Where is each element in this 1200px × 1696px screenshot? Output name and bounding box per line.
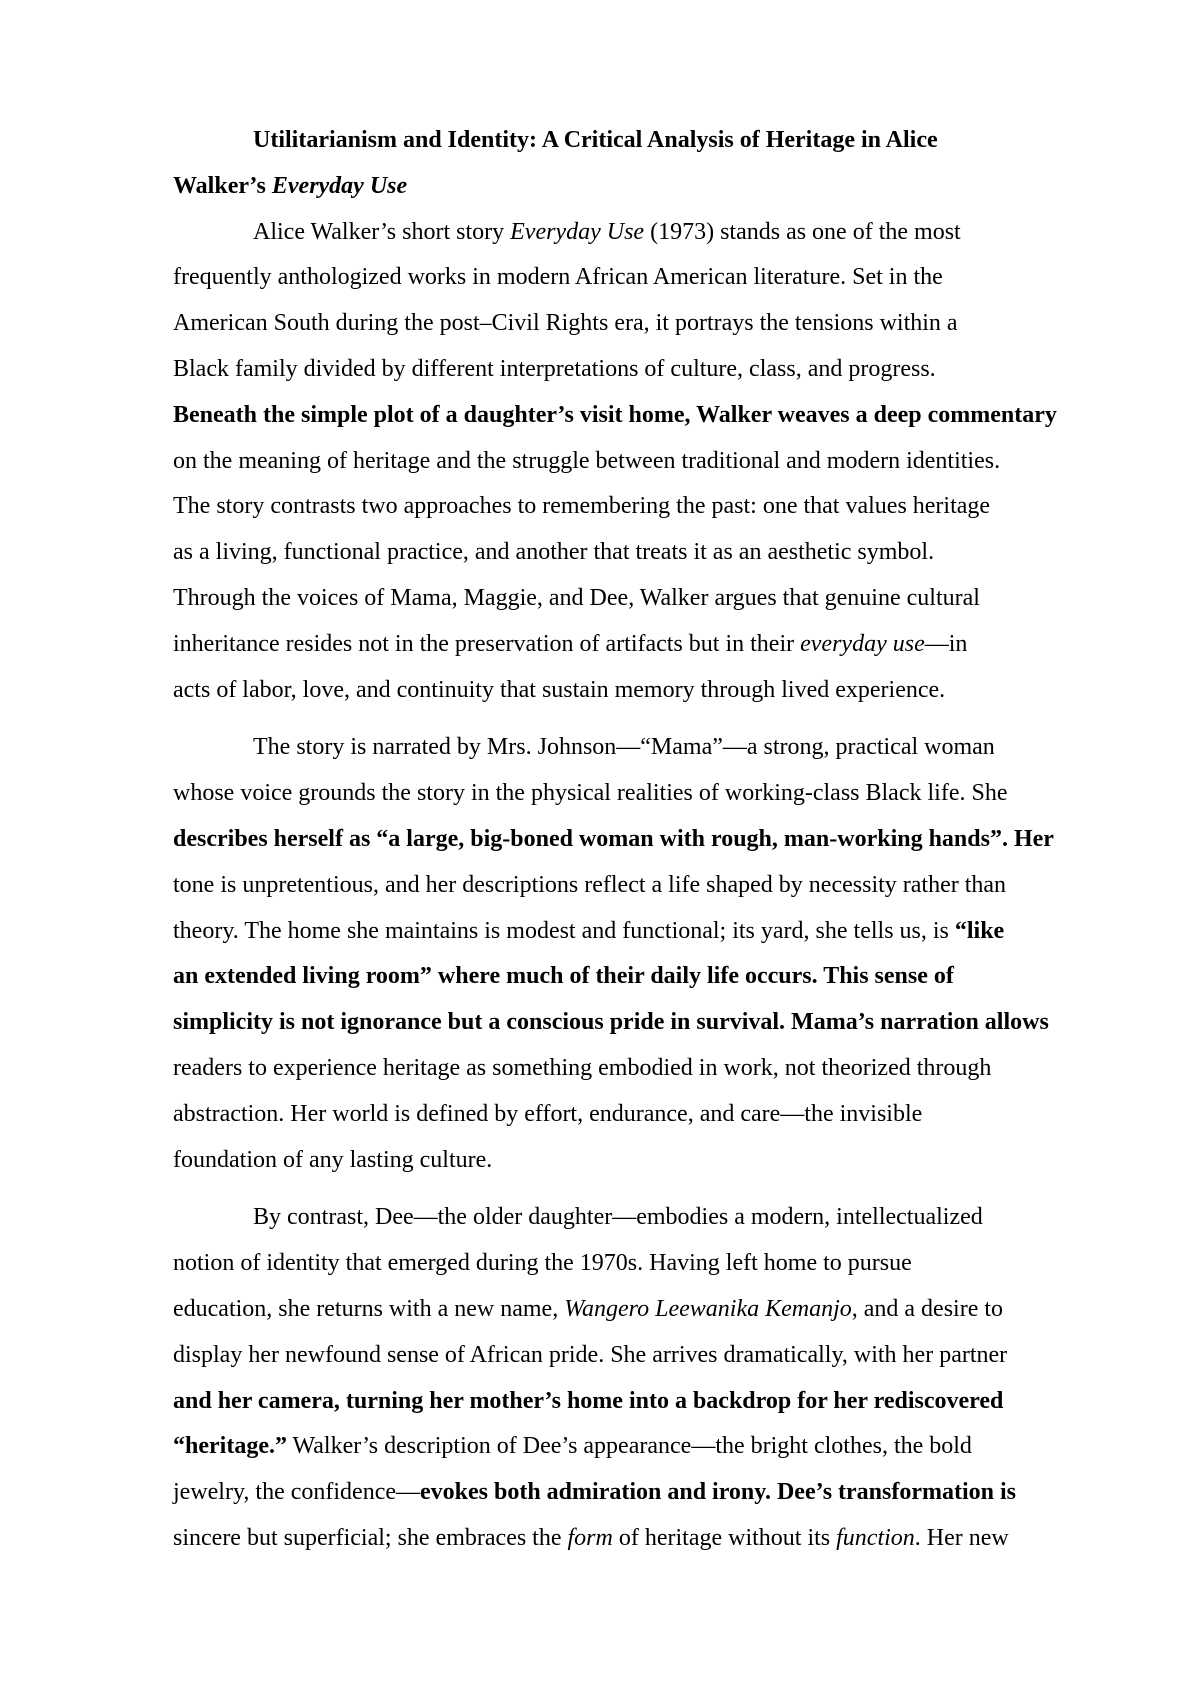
text-line xyxy=(173,863,1098,909)
text-line xyxy=(173,576,1098,622)
text-line xyxy=(173,725,1098,771)
italic-text-run: function xyxy=(836,1524,915,1551)
text-run: The story is narrated by Mrs. Johnson—“Mama”—a strong, practical woman xyxy=(253,734,995,761)
text-line xyxy=(173,622,1098,668)
paragraphs-container xyxy=(173,210,1098,1562)
paragraph xyxy=(173,1195,1098,1561)
italic-text-run: form xyxy=(567,1524,613,1551)
text-run: readers to experience heritage as something embodied in work, not theorized through xyxy=(173,1054,992,1081)
bold-text-run: an extended living room” where much of their daily life occurs. This sense of xyxy=(173,963,954,990)
text-run: Black family divided by different interpretations of culture, class, and progress. xyxy=(173,355,936,382)
text-run: as a living, functional practice, and another that treats it as an aesthetic symbol. xyxy=(173,539,935,566)
text-run: Walker’s description of Dee’s appearance—the bright clothes, the bold xyxy=(286,1433,972,1460)
text-run: Alice Walker’s short story xyxy=(253,218,511,245)
document-title-continued xyxy=(173,164,1098,210)
text-line xyxy=(173,530,1098,576)
title-italic: Everyday Use xyxy=(271,172,408,199)
text-run: (1973) stands as one of the most xyxy=(644,218,961,245)
text-line xyxy=(173,1195,1098,1241)
text-run: The story contrasts two approaches to remembering the past: one that values heritage xyxy=(173,493,991,520)
text-line xyxy=(173,1333,1098,1379)
text-run: education, she returns with a new name, xyxy=(173,1295,565,1322)
text-line xyxy=(173,668,1098,714)
text-run: jewelry, the confidence— xyxy=(173,1479,420,1506)
text-line xyxy=(173,1046,1098,1092)
text-run: . Her new xyxy=(914,1524,1009,1551)
bold-text-run: simplicity is not ignorance but a conscious pride in survival. Mama’s narration allows xyxy=(173,1009,1049,1036)
text-line xyxy=(173,393,1098,439)
bold-text-run: Beneath the simple plot of a daughter’s visit home, Walker weaves a deep commentary xyxy=(173,401,1057,428)
document-title xyxy=(173,118,1098,164)
text-run: acts of labor, love, and continuity that sustain memory through lived experience. xyxy=(173,676,946,703)
text-line xyxy=(173,909,1098,955)
bold-text-run: describes herself as “a large, big-boned woman with rough, man-working hands”. Her xyxy=(173,825,1054,852)
bold-text-run: and her camera, turning her mother’s home into a backdrop for her rediscovered xyxy=(173,1387,1004,1414)
text-line xyxy=(173,1470,1098,1516)
text-run: abstraction. Her world is defined by effort, endurance, and care—the invisible xyxy=(173,1100,923,1127)
text-run: sincere but superficial; she embraces the xyxy=(173,1524,568,1551)
text-run: frequently anthologized works in modern African American literature. Set in the xyxy=(173,264,943,291)
title-line-1: Utilitarianism and Identity: A Critical Analysis of Heritage in Alice xyxy=(253,127,938,153)
text-line xyxy=(173,1287,1098,1333)
paragraph xyxy=(173,725,1098,1183)
text-line xyxy=(173,1241,1098,1287)
text-line xyxy=(173,954,1098,1000)
text-line xyxy=(173,817,1098,863)
text-run: American South during the post–Civil Rights era, it portrays the tensions within a xyxy=(173,310,958,337)
text-line xyxy=(173,1516,1098,1562)
text-run: of heritage without its xyxy=(612,1524,837,1551)
text-run: notion of identity that emerged during the 1970s. Having left home to pursue xyxy=(173,1250,912,1277)
title-prefix: Walker’s xyxy=(173,172,272,199)
text-run: Through the voices of Mama, Maggie, and Dee, Walker argues that genuine cultural xyxy=(173,584,980,611)
text-line xyxy=(173,771,1098,817)
text-run: By contrast, Dee—the older daughter—embodies a modern, intellectualized xyxy=(253,1204,983,1231)
text-line xyxy=(173,255,1098,301)
italic-text-run: Everyday Use xyxy=(510,218,645,245)
italic-text-run: everyday use xyxy=(800,630,925,657)
title-line-2 xyxy=(173,164,1098,210)
paragraph xyxy=(173,210,1098,714)
text-run: foundation of any lasting culture. xyxy=(173,1146,493,1173)
text-line xyxy=(173,1138,1098,1184)
bold-text-run: “like xyxy=(954,917,1005,944)
text-run: inheritance resides not in the preservation of artifacts but in their xyxy=(173,630,801,657)
text-line xyxy=(173,301,1098,347)
bold-text-run: evokes both admiration and irony. Dee’s transformation is xyxy=(420,1479,1017,1506)
bold-text-run: “heritage.” xyxy=(173,1433,287,1460)
text-run: , and a desire to xyxy=(851,1295,1004,1322)
text-line xyxy=(173,484,1098,530)
text-run: on the meaning of heritage and the struggle between traditional and modern identities. xyxy=(173,447,1001,474)
text-run: tone is unpretentious, and her descriptions reflect a life shaped by necessity rather than xyxy=(173,871,1007,898)
text-run: theory. The home she maintains is modest and functional; its yard, she tells us, is xyxy=(173,917,955,944)
text-line xyxy=(173,210,1098,256)
text-run: whose voice grounds the story in the physical realities of working-class Black life. She xyxy=(173,780,1008,807)
italic-text-run: Wangero Leewanika Kemanjo xyxy=(564,1295,852,1322)
document-body xyxy=(173,118,1098,1562)
text-run: —in xyxy=(924,630,968,657)
text-line xyxy=(173,439,1098,485)
text-line xyxy=(173,1379,1098,1425)
text-line xyxy=(173,1092,1098,1138)
text-run: display her newfound sense of African pride. She arrives dramatically, with her partner xyxy=(173,1341,1008,1368)
text-line xyxy=(173,1000,1098,1046)
text-line xyxy=(173,1424,1098,1470)
text-line xyxy=(173,347,1098,393)
